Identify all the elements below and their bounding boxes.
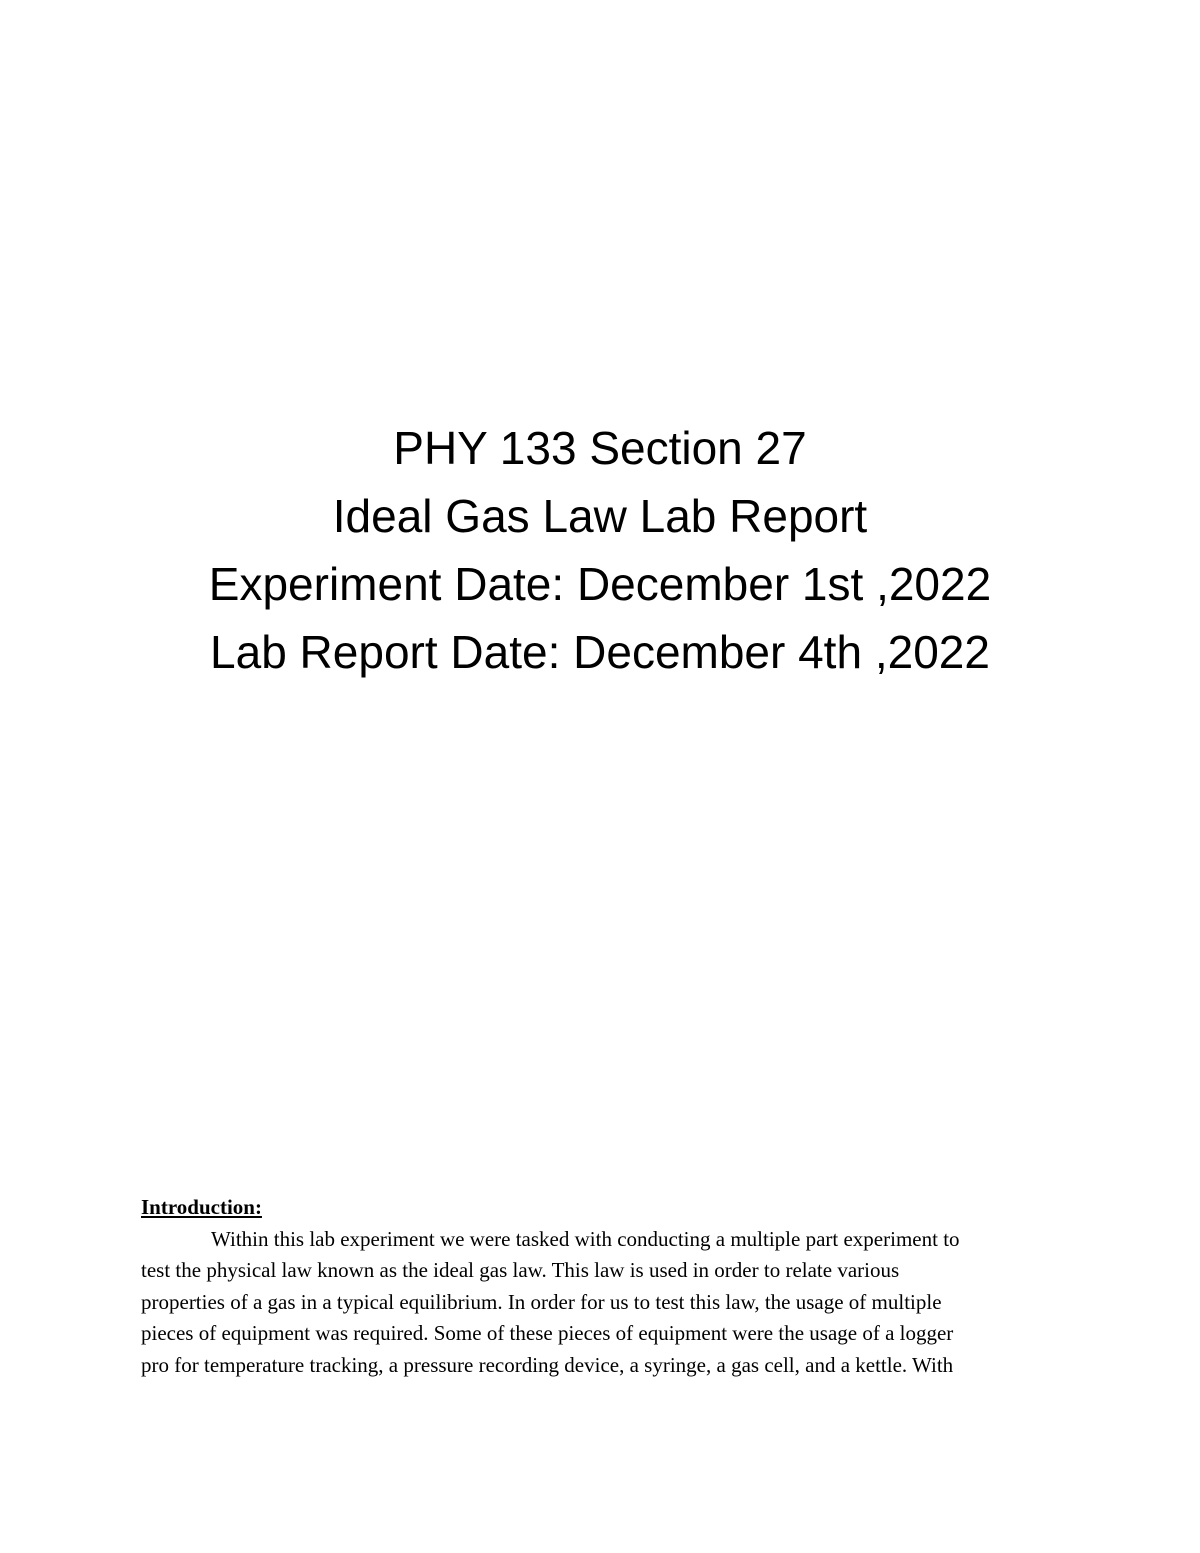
introduction-line: properties of a gas in a typical equilibrium. In order for us to test this law, the usage of multiple [141,1289,942,1314]
course-section: PHY 133 Section 27 [393,422,807,474]
title-block [0,414,1200,686]
introduction-line: pieces of equipment was required. Some of these pieces of equipment were the usage of a logger [141,1321,954,1345]
introduction-heading: Introduction: [141,1195,262,1219]
introduction-line: test the physical law known as the ideal gas law. This law is used in order to relate various [141,1258,900,1282]
experiment-date: Experiment Date: December 1st ,2022 [208,558,992,610]
introduction-section [141,1192,1071,1381]
report-date: Lab Report Date: December 4th ,2022 [210,626,990,678]
introduction-line: pro for temperature tracking, a pressure recording device, a syringe, a gas cell, and a kettle. With [141,1352,954,1377]
report-title: Ideal Gas Law Lab Report [332,490,868,542]
introduction-line: Within this lab experiment we were tasked with conducting a multiple part experiment to [211,1226,960,1251]
